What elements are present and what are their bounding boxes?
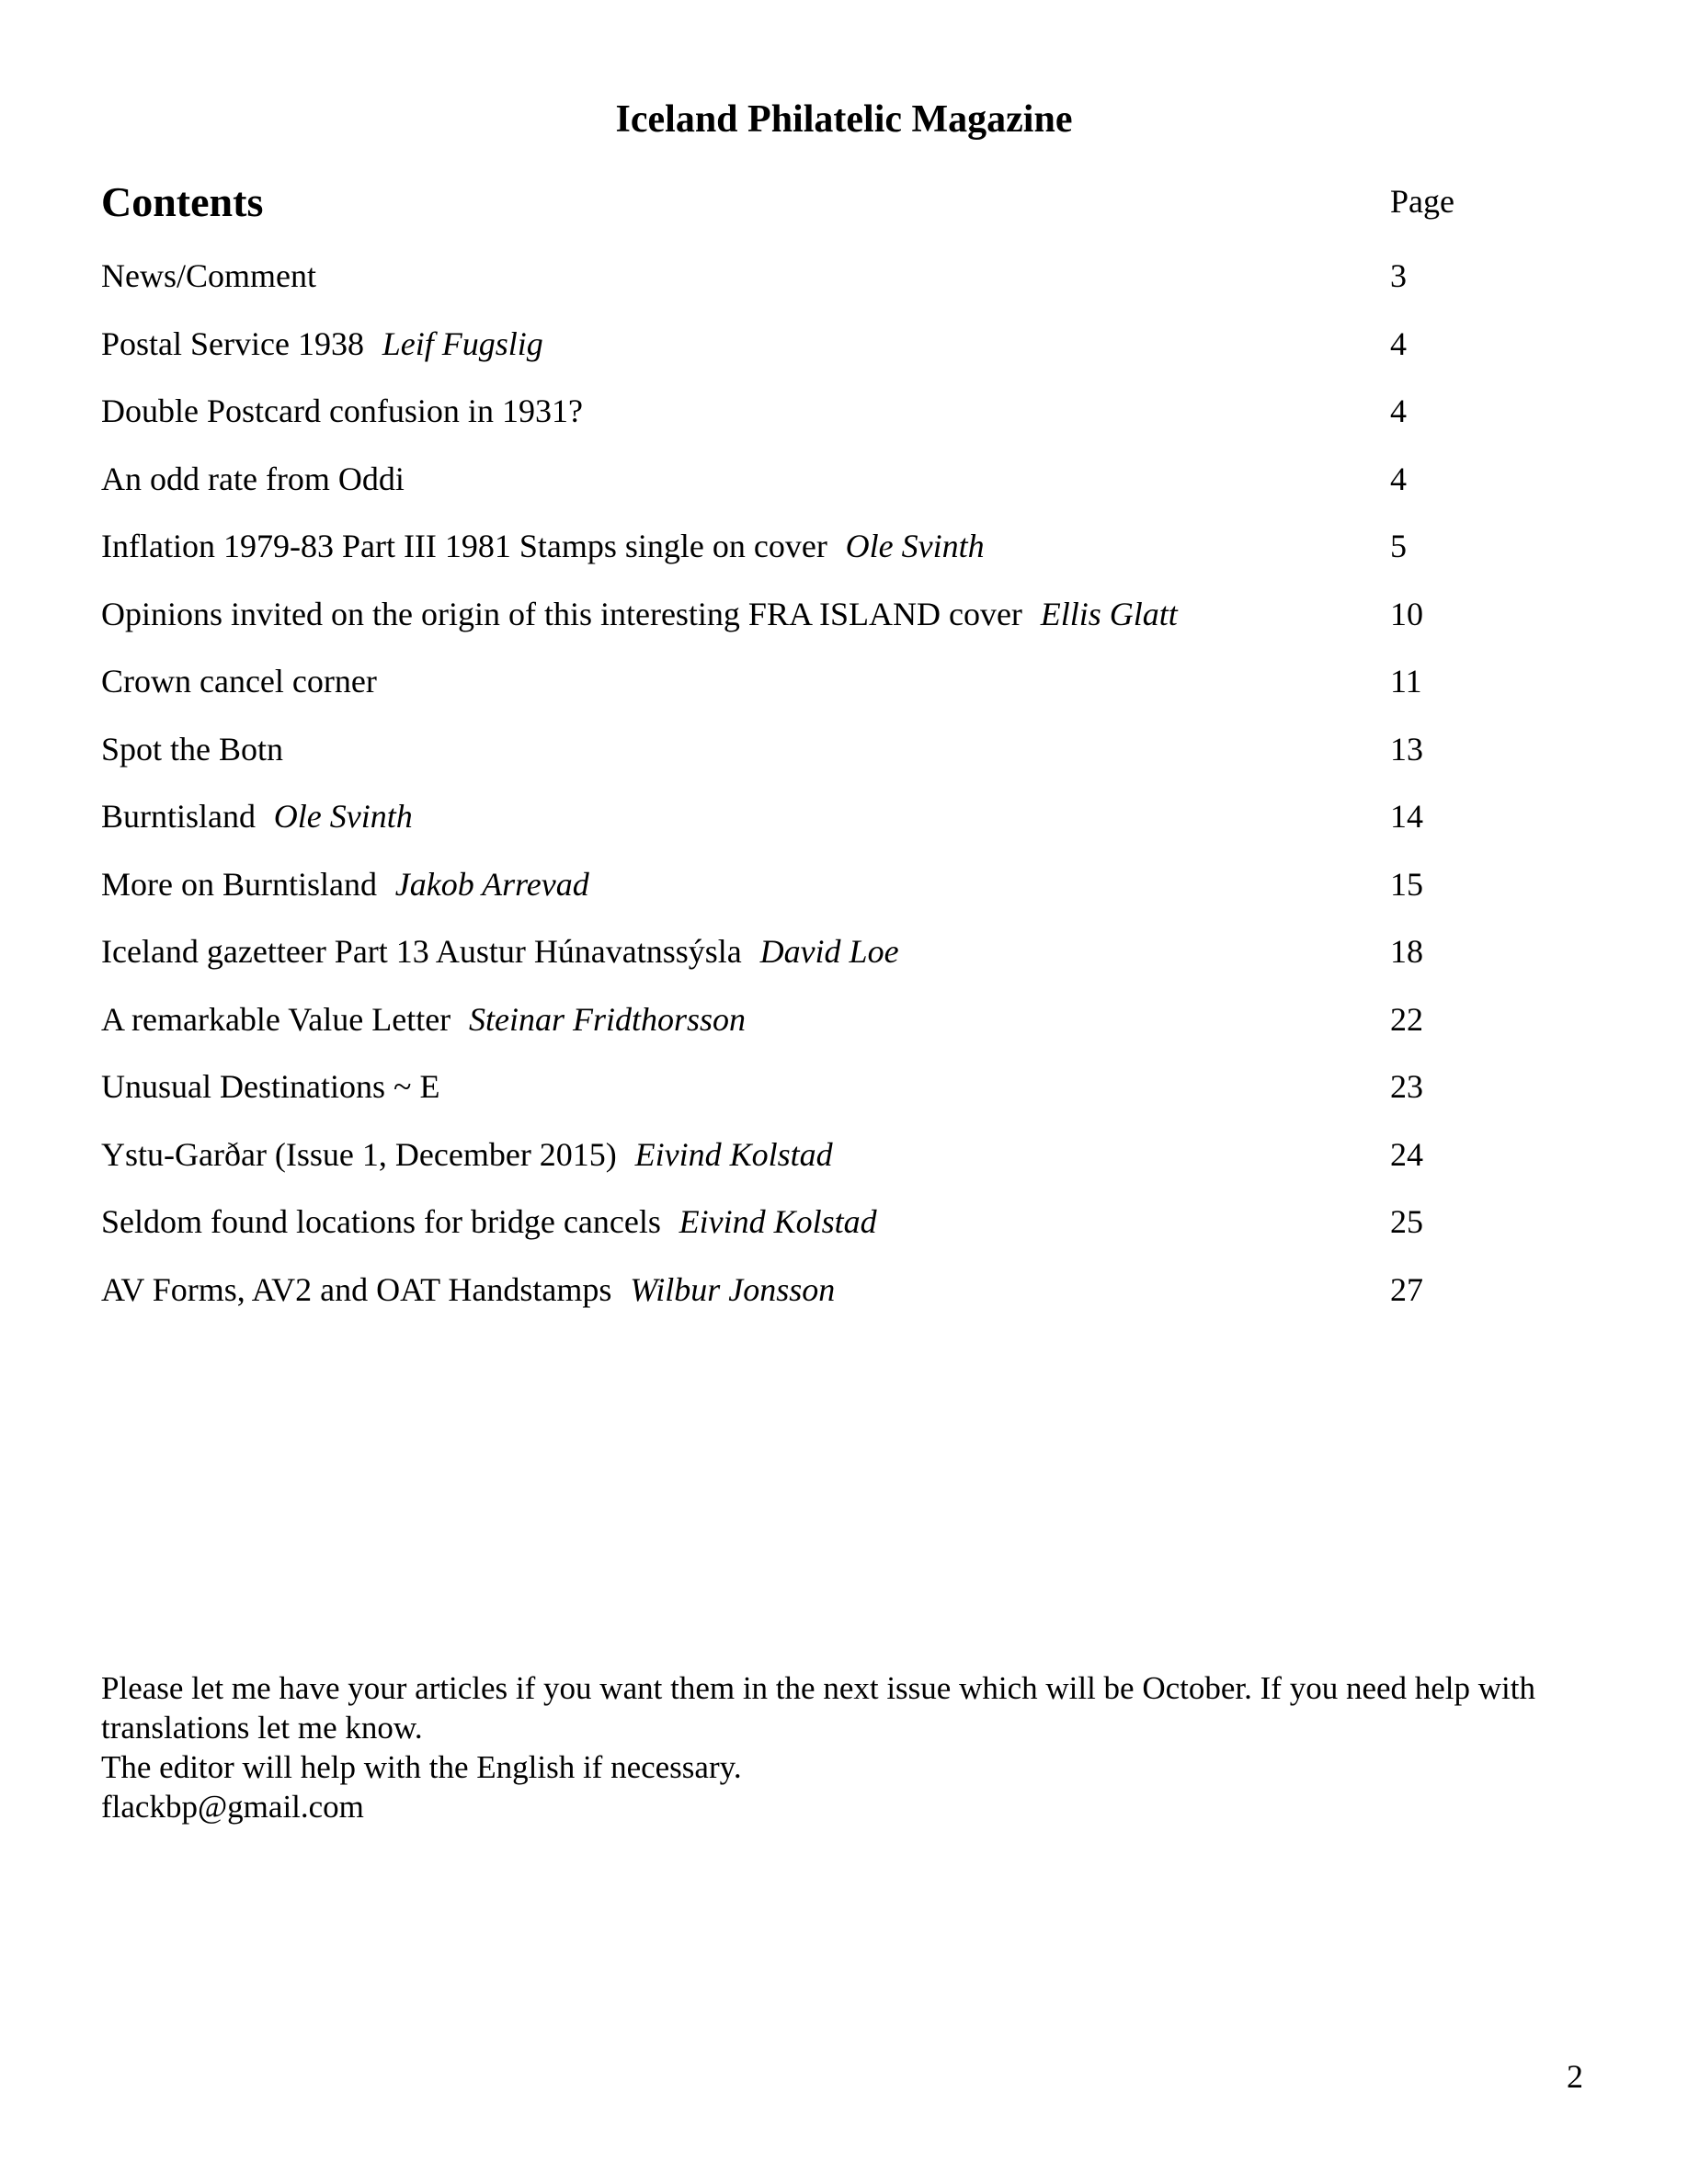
- page-column-header: Page: [1390, 183, 1454, 221]
- toc-entry-page: 14: [1390, 798, 1423, 835]
- toc-entry-page: 23: [1390, 1068, 1423, 1105]
- footer-line: The editor will help with the English if necessary.: [101, 1749, 742, 1785]
- toc-entry-title-text: Spot the Botn: [101, 730, 284, 768]
- toc-entry-title: [101, 324, 543, 364]
- toc-row: [0, 1134, 1688, 1202]
- toc-entry-title: [101, 1134, 833, 1175]
- toc-entry-title: [101, 796, 413, 836]
- toc-entry-title: [101, 931, 899, 972]
- toc-entry-title: [101, 594, 1178, 634]
- toc-entry-title-text: Crown cancel corner: [101, 663, 377, 700]
- toc-entry-title: [101, 661, 377, 701]
- toc-entry-page: 13: [1390, 730, 1423, 768]
- toc-entry-author: Ole Svinth: [845, 528, 985, 564]
- toc-entry-page: 15: [1390, 865, 1423, 903]
- toc-entry-title: [101, 526, 985, 566]
- toc-entry-page: 22: [1390, 1000, 1423, 1038]
- toc-entry-title: [101, 729, 283, 769]
- toc-entry-title-text: Opinions invited on the origin of this interesting FRA ISLAND cover: [101, 595, 1022, 632]
- toc-entry-title-text: Ystu-Garðar (Issue 1, December 2015): [101, 1135, 617, 1173]
- toc-row: [0, 796, 1688, 864]
- toc-entry-page: 25: [1390, 1203, 1423, 1240]
- page-title: Iceland Philatelic Magazine: [615, 98, 1073, 141]
- toc-entry-title-text: An odd rate from Oddi: [101, 460, 405, 497]
- footer-line: Please let me have your articles if you want them in the next issue which will be October. If you need help with: [101, 1670, 1535, 1706]
- toc-entry-page: 11: [1390, 663, 1422, 700]
- toc-entry-page: 4: [1390, 392, 1407, 429]
- toc-row: [0, 931, 1688, 999]
- toc-entry-title-text: Iceland gazetteer Part 13 Austur Húnavatnssýsla: [101, 933, 742, 970]
- toc-entry-title-text: A remarkable Value Letter: [101, 1000, 451, 1038]
- page-number: 2: [1567, 2058, 1583, 2095]
- toc-entry-author: Eivind Kolstad: [634, 1135, 833, 1173]
- toc-entry-page: 3: [1390, 257, 1407, 294]
- toc-entry-author: David Loe: [759, 933, 899, 970]
- toc-row: [0, 594, 1688, 662]
- toc-row: [0, 459, 1688, 527]
- toc-entry-page: 4: [1390, 460, 1407, 497]
- footer-line: translations let me know.: [101, 1710, 423, 1746]
- toc-row: [0, 661, 1688, 729]
- toc-entry-author: Ole Svinth: [273, 798, 413, 835]
- toc-entry-title: [101, 1066, 439, 1107]
- toc-row: [0, 324, 1688, 392]
- toc-entry-title: [101, 256, 316, 296]
- toc-row: [0, 729, 1688, 797]
- toc-entry-title-text: Seldom found locations for bridge cancels: [101, 1203, 661, 1240]
- toc-entry-title-text: Unusual Destinations ~ E: [101, 1068, 440, 1105]
- toc-entry-author: Jakob Arrevad: [394, 865, 589, 903]
- toc-row: [0, 1066, 1688, 1134]
- toc-entry-title: [101, 1269, 835, 1310]
- toc-entry-page: 24: [1390, 1135, 1423, 1173]
- toc-entry-title: [101, 391, 583, 431]
- toc-entry-author: Ellis Glatt: [1040, 595, 1178, 632]
- toc-entry-page: 27: [1390, 1270, 1423, 1308]
- contents-heading: Contents: [101, 178, 264, 226]
- toc-entry-page: 18: [1390, 933, 1423, 970]
- toc-entry-author: Leif Fugslig: [382, 324, 543, 362]
- contents-header-row: [0, 171, 1688, 226]
- toc-entry-author: Wilbur Jonsson: [630, 1270, 836, 1308]
- toc-row: [0, 999, 1688, 1067]
- footer-note: [101, 1668, 1609, 1826]
- toc-entry-title-text: More on Burntisland: [101, 865, 377, 903]
- toc-list: [0, 256, 1688, 1337]
- toc-row: [0, 256, 1688, 324]
- toc-row: [0, 391, 1688, 459]
- toc-entry-page: 5: [1390, 528, 1407, 564]
- toc-entry-page: 4: [1390, 324, 1407, 362]
- toc-entry-title-text: Inflation 1979-83 Part III 1981 Stamps single on cover: [101, 528, 827, 564]
- toc-row: [0, 1201, 1688, 1269]
- toc-row: [0, 1269, 1688, 1337]
- toc-entry-title: [101, 459, 405, 499]
- toc-entry-title: [101, 1201, 877, 1242]
- toc-entry-author: Eivind Kolstad: [679, 1203, 877, 1240]
- footer-line: flackbp@gmail.com: [101, 1789, 364, 1825]
- toc-entry-title-text: Double Postcard confusion in 1931?: [101, 392, 583, 429]
- toc-entry-title: [101, 999, 746, 1040]
- toc-entry-author: Steinar Fridthorsson: [468, 1000, 746, 1038]
- toc-entry-title: [101, 864, 589, 904]
- toc-entry-title-text: News/Comment: [101, 257, 316, 294]
- toc-row: [0, 864, 1688, 932]
- toc-entry-title-text: AV Forms, AV2 and OAT Handstamps: [101, 1270, 612, 1308]
- toc-entry-title-text: Postal Service 1938: [101, 324, 364, 362]
- toc-entry-title-text: Burntisland: [101, 798, 256, 835]
- toc-row: [0, 526, 1688, 594]
- toc-entry-page: 10: [1390, 595, 1423, 632]
